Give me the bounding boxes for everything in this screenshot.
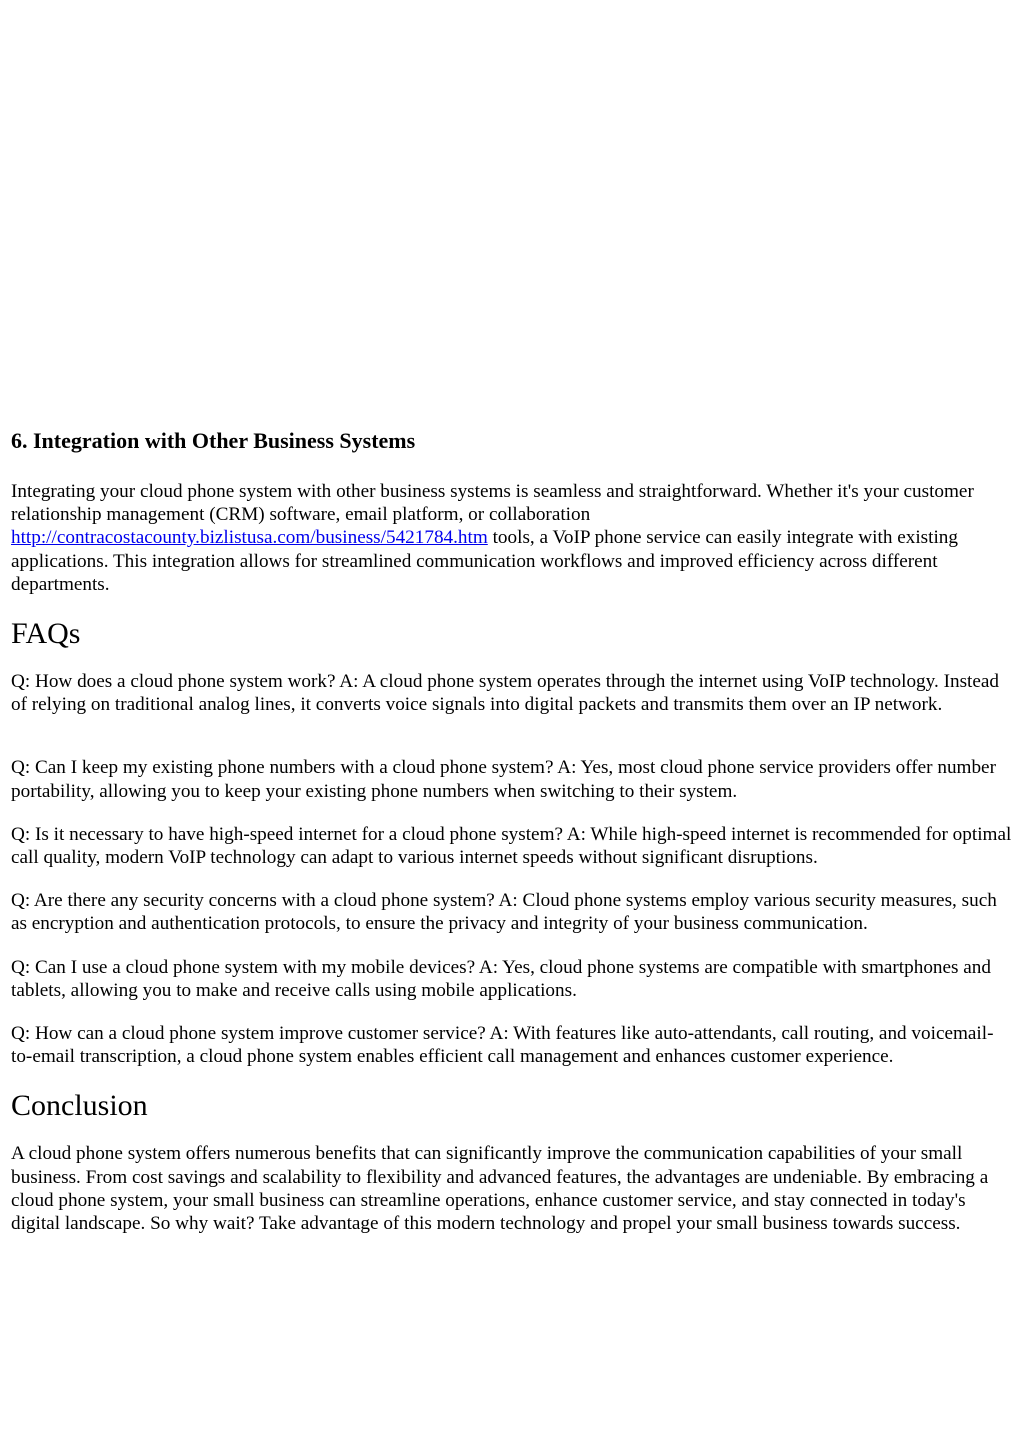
faq-item: Q: Are there any security concerns with a cloud phone system? A: Cloud phone systems employ various security measures, such as encryption and authentication protocols, to ensure the privacy and integrity of your business communication. <box>11 890 997 935</box>
document-page <box>11 0 1013 1255</box>
integration-text-start: Integrating your cloud phone system with other business systems is seamless and straightforward. Whether it's your customer relationship management (CRM) software, email platform, or collaboration <box>11 481 974 526</box>
faqs-heading: FAQs <box>11 617 81 651</box>
faq-item: Q: Can I keep my existing phone numbers with a cloud phone system? A: Yes, most cloud phone service providers offer number portability, allowing you to keep your existing phone numbers when switching to their system. <box>11 757 996 802</box>
faq-item: Q: How does a cloud phone system work? A: A cloud phone system operates through the internet using VoIP technology. Instead of relying on traditional analog lines, it converts voice signals into digital packets and transmits them over an IP network. <box>11 671 1000 716</box>
business-listing-link[interactable]: http://contracostacounty.bizlistusa.com/business/5421784.htm <box>11 527 488 549</box>
integration-paragraph <box>11 480 1013 596</box>
conclusion-paragraph: A cloud phone system offers numerous benefits that can significantly improve the communication capabilities of your small business. From cost savings and scalability to flexibility and advanced features, the advantages are undeniable. By embracing a cloud phone system, your small business can streamline operations, enhance customer service, and stay connected in today's digital landscape. So why wait? Take advantage of this modern technology and propel your small business towards success. <box>11 1143 989 1235</box>
conclusion-heading: Conclusion <box>11 1089 148 1123</box>
section-heading-integration: 6. Integration with Other Business Systems <box>11 428 416 453</box>
faq-item: Q: How can a cloud phone system improve customer service? A: With features like auto-attendants, call routing, and voicemail-to-email transcription, a cloud phone system enables efficient call management and enhances customer experience. <box>11 1023 994 1068</box>
faq-item: Q: Is it necessary to have high-speed internet for a cloud phone system? A: While high-speed internet is recommended for optimal call quality, modern VoIP technology can adapt to various internet speeds without significant disruptions. <box>11 823 1012 869</box>
blank-region <box>11 0 1013 428</box>
faq-item: Q: Can I use a cloud phone system with my mobile devices? A: Yes, cloud phone systems are compatible with smartphones and tablets, allowing you to make and receive calls using mobile applications. <box>11 956 991 1001</box>
integration-text-end: tools, a VoIP phone service can easily integrate with existing applications. This integration allows for streamlined communication workflows and improved efficiency across different departments. <box>11 527 958 595</box>
